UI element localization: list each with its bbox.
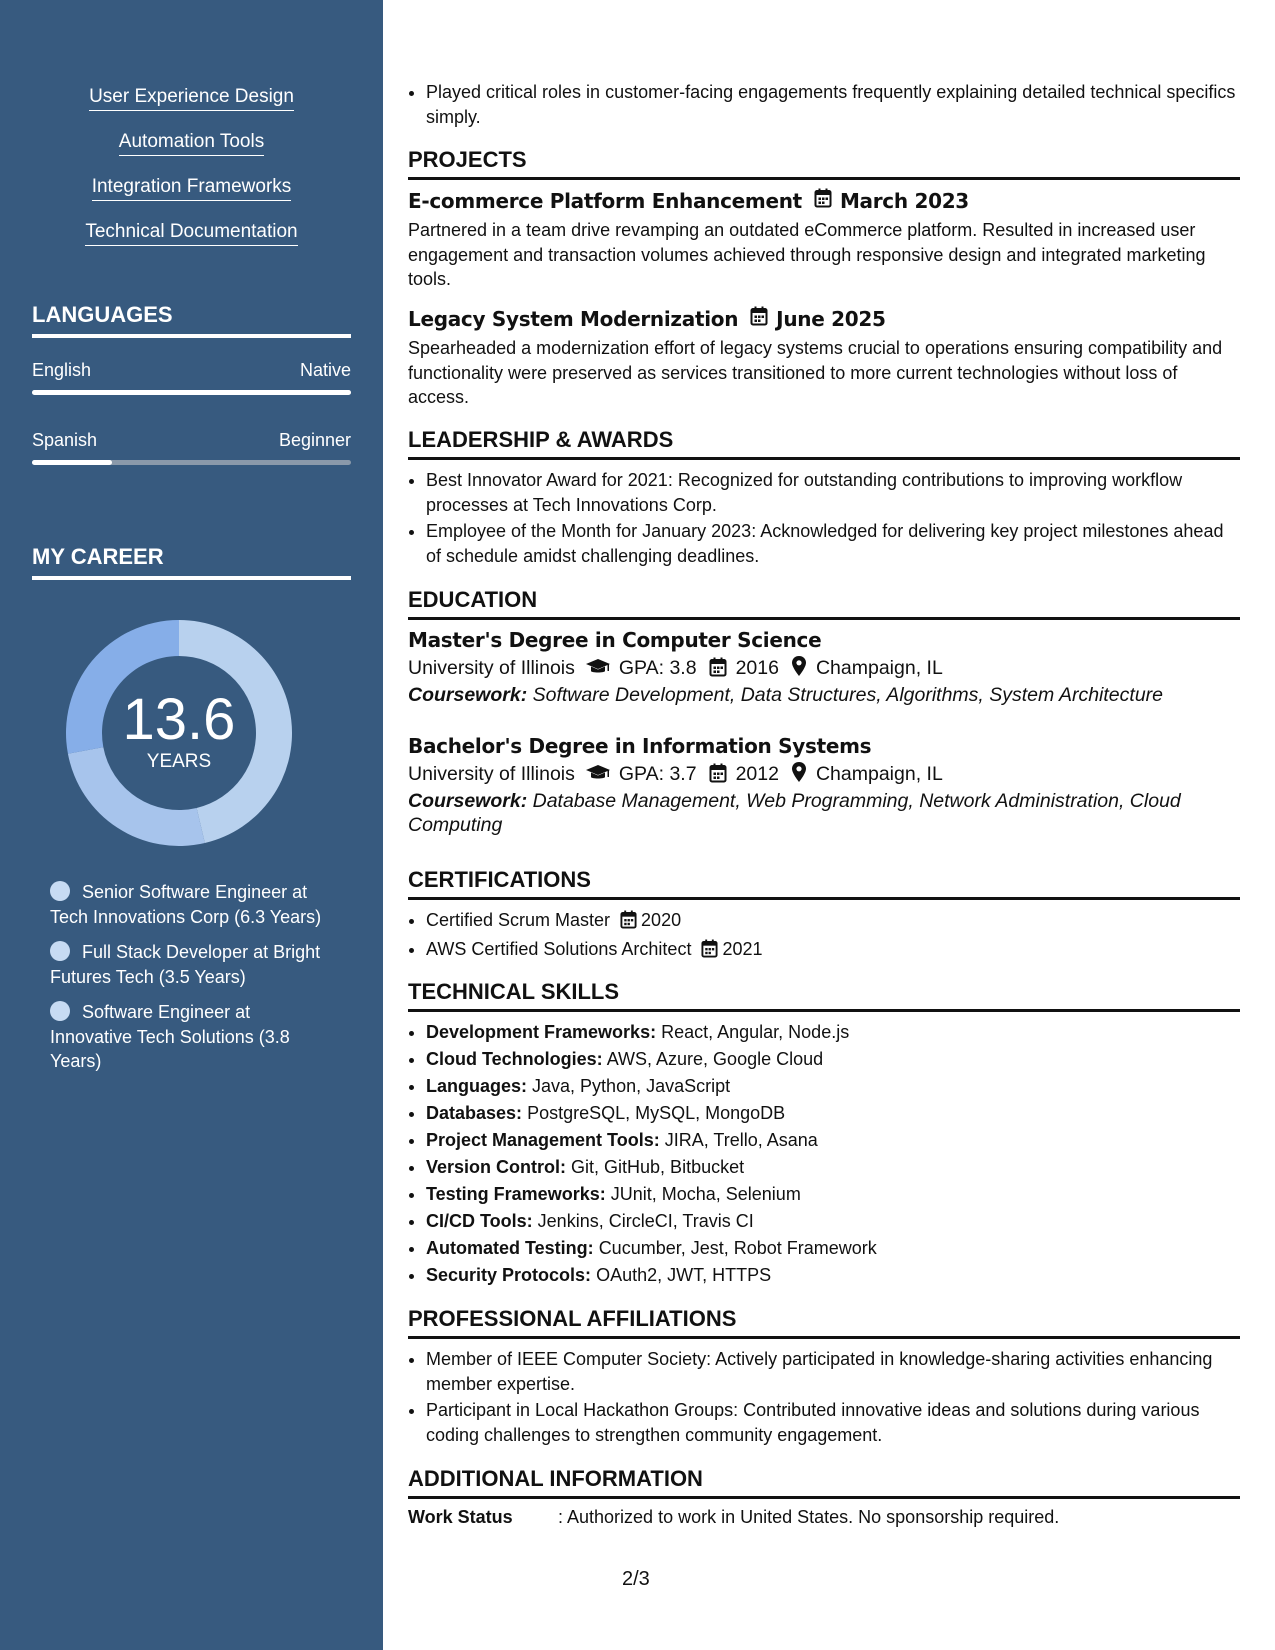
education-meta — [408, 653, 1240, 683]
career-item-text: Software Engineer at Innovative Tech Solutions (3.8 Years) — [50, 1002, 290, 1071]
calendar-icon — [750, 306, 768, 326]
skill-values: Jenkins, CircleCI, Travis CI — [537, 1211, 754, 1231]
skill-link[interactable]: Technical Documentation — [85, 219, 297, 246]
career-list — [50, 880, 330, 1085]
skill-values: AWS, Azure, Google Cloud — [606, 1049, 824, 1069]
list-item — [426, 1182, 1240, 1207]
bullet-dot-icon — [50, 941, 70, 961]
technical-skills-heading: TECHNICAL SKILLS — [408, 979, 1240, 1012]
graduation-year: 2012 — [735, 763, 779, 785]
skill-category: Cloud Technologies: — [426, 1049, 603, 1069]
career-unit: YEARS — [146, 751, 212, 772]
language-bar-fill — [32, 390, 351, 395]
calendar-icon — [701, 939, 718, 958]
project-description: Spearheaded a modernization effort of legacy systems crucial to operations ensuring compatibility and functionality were preserved as services transitioned to more current technologies without loss of access. — [408, 338, 1223, 407]
coursework — [408, 789, 1240, 837]
skill-values: Cucumber, Jest, Robot Framework — [598, 1238, 877, 1258]
calendar-icon — [709, 763, 727, 783]
skill-category: Development Frameworks: — [426, 1022, 657, 1042]
coursework-text: Software Development, Data Structures, Algorithms, System Architecture — [532, 684, 1164, 706]
coursework-label: Coursework: — [408, 684, 528, 706]
skill-values: OAuth2, JWT, HTTPS — [596, 1265, 772, 1285]
certification-year: 2020 — [641, 910, 682, 930]
awards-list — [408, 468, 1240, 570]
work-status-row — [408, 1505, 1240, 1529]
language-english — [32, 358, 351, 395]
list-item — [426, 1047, 1240, 1072]
school-name: University of Illinois — [408, 657, 575, 679]
list-item — [426, 1236, 1240, 1261]
career-item — [50, 1000, 330, 1074]
language-name: English — [32, 360, 92, 380]
skill-values: Git, GitHub, Bitbucket — [571, 1157, 745, 1177]
coursework-label: Coursework: — [408, 790, 528, 812]
project-title-row — [408, 306, 1240, 332]
language-spanish — [32, 428, 351, 465]
degree-title: Bachelor's Degree in Information Systems — [408, 734, 872, 758]
skill-values: JIRA, Trello, Asana — [664, 1130, 818, 1150]
project-title-row — [408, 188, 1240, 214]
list-item — [426, 1074, 1240, 1099]
projects-heading: PROJECTS — [408, 147, 1240, 180]
list-item — [426, 1155, 1240, 1180]
skill-link[interactable]: Integration Frameworks — [92, 174, 292, 201]
list-item: • Played critical roles in customer-facing engagements frequently explaining detailed technical specifics simply. — [426, 80, 1240, 129]
list-item: • Employee of the Month for January 2023: Acknowledged for delivering key project milestones ahead of schedule amidst challenging deadlines. — [426, 519, 1240, 568]
location-pin-icon — [791, 655, 807, 677]
project-date: March 2023 — [839, 189, 969, 213]
calendar-icon — [814, 188, 832, 208]
affiliations-list — [408, 1347, 1240, 1449]
sidebar — [0, 0, 383, 1650]
skill-category: Project Management Tools: — [426, 1130, 660, 1150]
list-item — [426, 936, 1240, 963]
education-item — [408, 733, 1240, 837]
project-item — [408, 188, 1240, 292]
certifications-heading: CERTIFICATIONS — [408, 867, 1240, 900]
skill-values: React, Angular, Node.js — [661, 1022, 850, 1042]
graduation-year: 2016 — [735, 657, 779, 679]
page-number: 2/3 — [622, 1568, 650, 1590]
skill-category: Databases: — [426, 1103, 523, 1123]
list-item — [426, 1209, 1240, 1234]
list-item: • Member of IEEE Computer Society: Actively participated in knowledge-sharing activities enhancing member expertise. — [426, 1347, 1240, 1396]
list-item — [426, 1263, 1240, 1288]
education-item — [408, 627, 1240, 707]
career-item-text: Full Stack Developer at Bright Futures Tech (3.5 Years) — [50, 942, 321, 987]
main-content — [408, 0, 1240, 1650]
project-date: June 2025 — [776, 307, 886, 331]
skill-category: Testing Frameworks: — [426, 1184, 606, 1204]
language-name: Spanish — [32, 430, 98, 450]
graduation-cap-icon — [585, 658, 611, 676]
project-title: Legacy System Modernization — [408, 307, 739, 331]
coursework-text: Database Management, Web Programming, Network Administration, Cloud Computing — [408, 790, 1181, 836]
awards-heading: LEADERSHIP & AWARDS — [408, 427, 1240, 460]
skill-values: Java, Python, JavaScript — [532, 1076, 731, 1096]
skill-values: JUnit, Mocha, Selenium — [610, 1184, 801, 1204]
skill-link[interactable]: User Experience Design — [89, 84, 294, 111]
project-title: E-commerce Platform Enhancement — [408, 189, 802, 213]
list-item — [426, 1101, 1240, 1126]
skills-list — [32, 84, 351, 264]
list-item: • Participant in Local Hackathon Groups: Contributed innovative ideas and solutions during various coding challenges to strengthen community engagement. — [426, 1398, 1240, 1447]
skill-category: Automated Testing: — [426, 1238, 594, 1258]
list-item: • Best Innovator Award for 2021: Recognized for outstanding contributions to improving workflow processes at Tech Innovations Corp. — [426, 468, 1240, 517]
career-heading: MY CAREER — [32, 544, 351, 580]
intro-bullets — [408, 80, 1240, 131]
language-level: Beginner — [278, 430, 351, 450]
education-meta — [408, 759, 1240, 789]
school-name: University of Illinois — [408, 763, 575, 785]
project-item — [408, 306, 1240, 410]
career-item-text: Senior Software Engineer at Tech Innovations Corp (6.3 Years) — [50, 882, 322, 927]
languages-heading: LANGUAGES — [32, 302, 351, 338]
additional-info-heading: ADDITIONAL INFORMATION — [408, 1466, 1240, 1499]
calendar-icon — [620, 910, 637, 929]
language-bar — [32, 390, 351, 395]
certification-name: AWS Certified Solutions Architect — [426, 939, 692, 959]
career-total: 13.6 — [122, 687, 236, 752]
gpa: GPA: 3.7 — [618, 763, 697, 785]
bullet-dot-icon — [50, 1001, 70, 1021]
skill-category: Languages: — [426, 1076, 528, 1096]
list-item — [426, 1020, 1240, 1045]
career-item — [50, 880, 330, 929]
calendar-icon — [709, 657, 727, 677]
school-location: Champaign, IL — [815, 763, 943, 785]
location-pin-icon — [791, 761, 807, 783]
skill-values: PostgreSQL, MySQL, MongoDB — [527, 1103, 786, 1123]
certification-year: 2021 — [722, 939, 763, 959]
language-level: Native — [299, 360, 351, 380]
affiliations-heading: PROFESSIONAL AFFILIATIONS — [408, 1306, 1240, 1339]
school-location: Champaign, IL — [815, 657, 943, 679]
skill-link[interactable]: Automation Tools — [119, 129, 264, 156]
career-donut-center — [66, 620, 292, 846]
language-bar — [32, 460, 351, 465]
gpa: GPA: 3.8 — [618, 657, 697, 679]
certification-name: Certified Scrum Master — [426, 910, 611, 930]
skill-category: Version Control: — [426, 1157, 567, 1177]
degree-title: Master's Degree in Computer Science — [408, 628, 822, 652]
language-bar-fill — [32, 460, 112, 465]
technical-skills-list — [408, 1020, 1240, 1290]
certifications-list — [408, 907, 1240, 965]
work-status-value: : Authorized to work in United States. No sponsorship required. — [558, 1507, 1060, 1527]
coursework — [408, 683, 1240, 707]
career-item — [50, 940, 330, 989]
bullet-dot-icon — [50, 881, 70, 901]
project-description: Partnered in a team drive revamping an outdated eCommerce platform. Resulted in increased user engagement and transaction volumes achieved through responsive design and integrated marketing tools. — [408, 220, 1206, 289]
skill-category: CI/CD Tools: — [426, 1211, 533, 1231]
list-item — [426, 907, 1240, 934]
work-status-label: Work Status — [408, 1507, 513, 1527]
list-item — [426, 1128, 1240, 1153]
education-heading: EDUCATION — [408, 587, 1240, 620]
graduation-cap-icon — [585, 764, 611, 782]
skill-category: Security Protocols: — [426, 1265, 592, 1285]
